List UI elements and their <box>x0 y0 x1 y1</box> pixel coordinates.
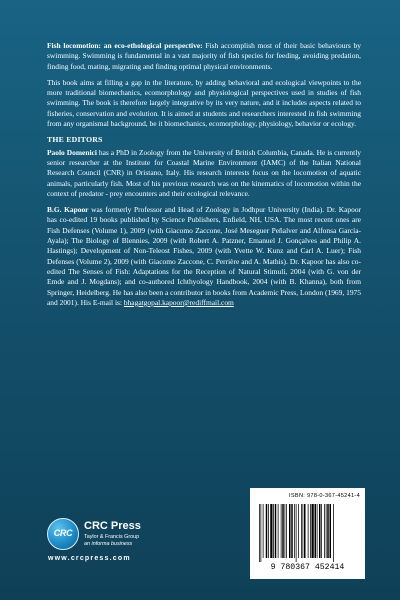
barcode-bar <box>285 504 286 558</box>
barcode-bar <box>330 504 332 558</box>
barcode-bar <box>296 504 297 562</box>
barcode-bar <box>294 504 295 558</box>
barcode-bar <box>259 504 260 562</box>
editor2-name: B.G. Kapoor <box>47 205 89 215</box>
editor1-paragraph <box>47 148 361 199</box>
barcode-bar <box>281 504 282 558</box>
barcode-bar <box>275 504 277 558</box>
barcode-bar <box>321 504 322 558</box>
intro-text: Fish accomplish most of their basic behaviours by swimming. Swimming is fundamental in a vast majority of fish species for feeding, avoiding predation, finding food, mating, migrating and finding optimal physical environments. <box>47 41 361 71</box>
barcode-bar <box>327 504 329 558</box>
editor2-bio: was formerly Professor and Head of Zoology in Jodhpur University (India). Dr. Kapoor has co-edited 19 books published by Science Publishers, Enfield, NH, USA. The most recent ones are Fish Defenses (Volume 1), 2009 (with Giacomo Zaccone, José Meseguer Peñalver and Alfonsa García-Ayala); The Biology of Blennies, 2009 (with Robert A. Patzner, Emanuel J. Gonçalves and Philip A. Hastings); Development of Non-Teleost Fishes, 2009 (with Yvette W. Kunz and Carl A. Luer); Fish Defenses (Volume 2), 2009 (with Giacomo Zaccone, C. Perrière and A. Mathis). Dr. Kapoor has also co-edited The Senses of Fish: Adaptations for the Reception of Natural Stimuli, 2004 (with G. von der Emde and J. Mogdans); and co-authored Ichthyology Handbook, 2004 (with B. Khanna), both from Springer, Heidelberg. He has also been a contributor in books from Academic Press, London (1969, 1975 and 2001). His E-mail is: <box>47 205 362 307</box>
crc-logo-icon <box>47 518 79 550</box>
barcode-bar <box>289 504 291 558</box>
barcode-bar <box>317 504 318 558</box>
barcode-bar <box>261 504 262 562</box>
intro-paragraph <box>47 41 361 72</box>
aims-paragraph: This book aims at filling a gap in the literature, by adding behavioral and ecological viewpoints to the more traditional biomechanics, ecomorphology and physiological perspectives used in studies of fish swimming. The book is therefore largely integrative by its very nature, and it includes aspects related to fisheries, conservation and evolution. It is aimed at students and researchers interested in fish swimming from any organismal background, be it biomechanics, ecomorphology, physiology, behavior or ecology. <box>47 77 361 129</box>
barcode-bar <box>266 504 268 558</box>
barcode-bar <box>273 504 274 558</box>
barcode-bar <box>319 504 321 558</box>
editor2-paragraph <box>47 205 361 308</box>
editors-heading: THE EDITORS <box>47 135 103 145</box>
publisher-line2: an informa business <box>84 540 133 547</box>
barcode-bar <box>310 504 311 558</box>
barcode-number: 9 780367 452414 <box>270 563 345 572</box>
publisher-name: CRC Press <box>84 520 141 532</box>
barcode-bar <box>333 504 334 562</box>
barcode-bar <box>304 504 306 558</box>
barcode-bar <box>268 504 269 558</box>
back-cover-text <box>47 41 361 313</box>
editor1-name: Paolo Domenici <box>47 147 97 157</box>
barcode-bar <box>315 504 317 558</box>
barcode-bar <box>298 504 299 558</box>
barcode-bar <box>270 504 272 558</box>
editor1-bio: has a PhD in Zoology from the University of British Columbia, Canada. He is currently senior researcher at the Institute for Coastal Marine Environment (IAMC) of the Italian National Research Council (CNR) in Oristano, Italy. His research interests focus on the locomotion of aquatic animals, particularly fish. Most of his previous research was on the kinematics of locomotion within the context of predator - prey encounters and their ecological relevance. <box>47 147 361 198</box>
barcode-bar <box>286 504 287 558</box>
barcode-bar <box>301 504 302 558</box>
barcode-bar <box>324 504 325 558</box>
barcode-bars <box>259 504 334 562</box>
publisher-tagline <box>84 534 139 547</box>
intro-lead: Fish locomotion: an eco-ethological perspective: <box>47 41 203 50</box>
isbn-label: ISBN: 978-0-367-45241-4 <box>289 493 360 499</box>
barcode-bar <box>308 504 309 558</box>
publisher-line1: Taylor & Francis Group <box>84 534 140 540</box>
publisher-url[interactable]: www.crcpress.com <box>48 555 131 562</box>
barcode-bar <box>282 504 284 558</box>
barcode-bar <box>263 504 264 558</box>
barcode-bar <box>291 504 293 558</box>
publisher-logo <box>47 512 197 572</box>
crc-logo-text: CRC <box>53 528 73 538</box>
barcode-bar <box>303 504 304 558</box>
barcode-graphic <box>255 502 360 572</box>
barcode-bar <box>312 504 314 558</box>
barcode-bar <box>278 504 279 558</box>
barcode-bar <box>326 504 327 558</box>
isbn-barcode <box>250 488 365 579</box>
editor2-email-link[interactable]: bhagatgopal.kapoor@rediffmail.com <box>123 297 234 307</box>
